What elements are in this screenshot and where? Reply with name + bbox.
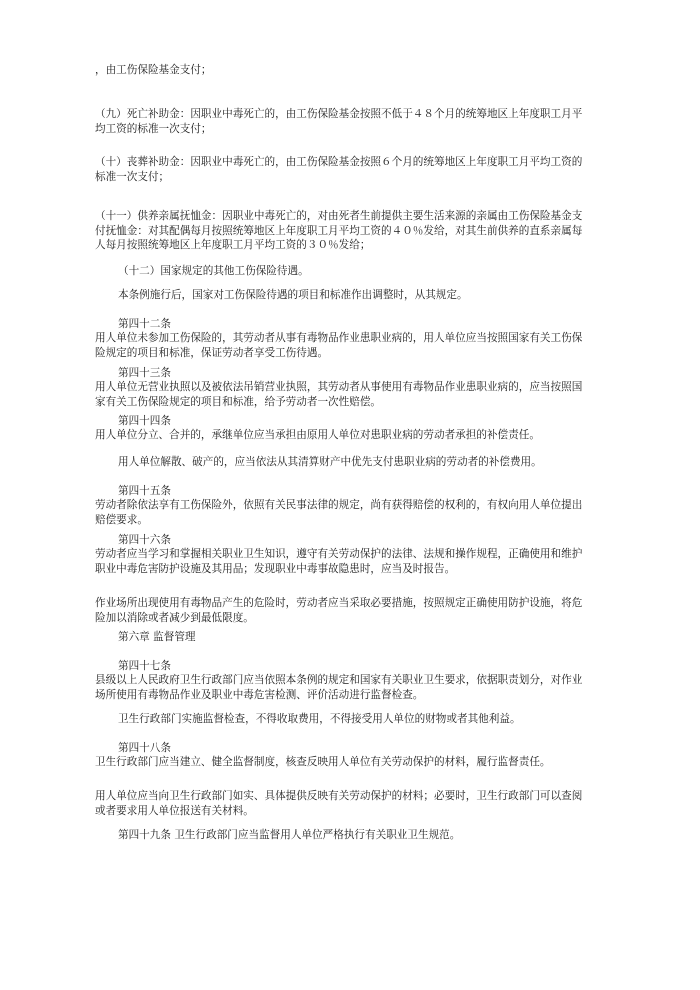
paragraph: 劳动者应当学习和掌握相关职业卫生知识，遵守有关劳动保护的法律、法规和操作规程，正确使用和维护 职业中毒危害防护设施及其用品；发现职业中毒事故隐患时，应当及时报告。 <box>95 548 583 575</box>
paragraph: 县级以上人民政府卫生行政部门应当依照本条例的规定和国家有关职业卫生要求，依据职责划分，对作业 场所使用有毒物品作业及职业中毒危害检测、评价活动进行监督检查。 <box>95 674 583 701</box>
paragraph: （九）死亡补助金：因职业中毒死亡的，由工伤保险基金按照不低于４８个月的统筹地区上年度职工月平 均工资的标准一次支付； <box>95 108 583 135</box>
paragraph: 用人单位应当向卫生行政部门如实、具体提供反映有关劳动保护的材料；必要时，卫生行政部门可以查阅 或者要求用人单位报送有关材料。 <box>95 790 583 817</box>
paragraph: ，由工伤保险基金支付； <box>95 64 212 76</box>
paragraph: 用人单位未参加工伤保险的，其劳动者从事有毒物品作业患职业病的，用人单位应当按照国家有关工伤保 险规定的项目和标准，保证劳动者享受工伤待遇。 <box>95 332 583 359</box>
paragraph: 用人单位无营业执照以及被依法吊销营业执照，其劳动者从事使用有毒物品作业患职业病的，应当按照国 家有关工伤保险规定的项目和标准，给予劳动者一次性赔偿。 <box>95 381 583 408</box>
paragraph: 用人单位解散、破产的，应当依法从其清算财产中优先支付患职业病的劳动者的补偿费用。 <box>118 456 542 468</box>
paragraph: （十一）供养亲属抚恤金：因职业中毒死亡的，对由死者生前提供主要生活来源的亲属由工伤保险基金支 付抚恤金：对其配偶每月按照统筹地区上年度职工月平均工资的４０％发给，对其生前供养的直系亲属每 人每月按照统筹地区上年度职工月平均工资的３０％发给； <box>95 210 583 251</box>
article-heading: 第四十六条 <box>118 534 171 546</box>
paragraph: 第四十九条 卫生行政部门应当监督用人单位严格执行有关职业卫生规范。 <box>118 829 461 841</box>
paragraph: 劳动者除依法享有工伤保险外，依照有关民事法律的规定，尚有获得赔偿的权利的，有权向用人单位提出 赔偿要求。 <box>95 499 583 526</box>
article-heading: 第四十五条 <box>118 485 171 497</box>
article-heading: 第四十三条 <box>118 367 171 379</box>
paragraph: 作业场所出现使用有毒物品产生的危险时，劳动者应当采取必要措施，按照规定正确使用防护设施，将危 险加以消除或者减少到最低限度。 <box>95 597 583 624</box>
article-heading: 第四十八条 <box>118 742 171 754</box>
paragraph: 本条例施行后，国家对工伤保险待遇的项目和标准作出调整时，从其规定。 <box>118 289 468 301</box>
paragraph: （十）丧葬补助金：因职业中毒死亡的，由工伤保险基金按照６个月的统筹地区上年度职工月平均工资的 标准一次支付； <box>95 156 583 183</box>
article-heading: 第四十七条 <box>118 660 171 672</box>
chapter-heading: 第六章 监督管理 <box>118 631 196 643</box>
paragraph: 卫生行政部门实施监督检查，不得收取费用，不得接受用人单位的财物或者其他利益。 <box>118 713 521 725</box>
paragraph: （十二）国家规定的其他工伤保险待遇。 <box>118 265 309 277</box>
paragraph: 用人单位分立、合并的，承继单位应当承担由原用人单位对患职业病的劳动者承担的补偿责任。 <box>95 429 540 441</box>
article-heading: 第四十二条 <box>118 318 171 330</box>
paragraph: 卫生行政部门应当建立、健全监督制度，核查反映用人单位有关劳动保护的材料，履行监督责任。 <box>95 756 551 768</box>
article-heading: 第四十四条 <box>118 415 171 427</box>
